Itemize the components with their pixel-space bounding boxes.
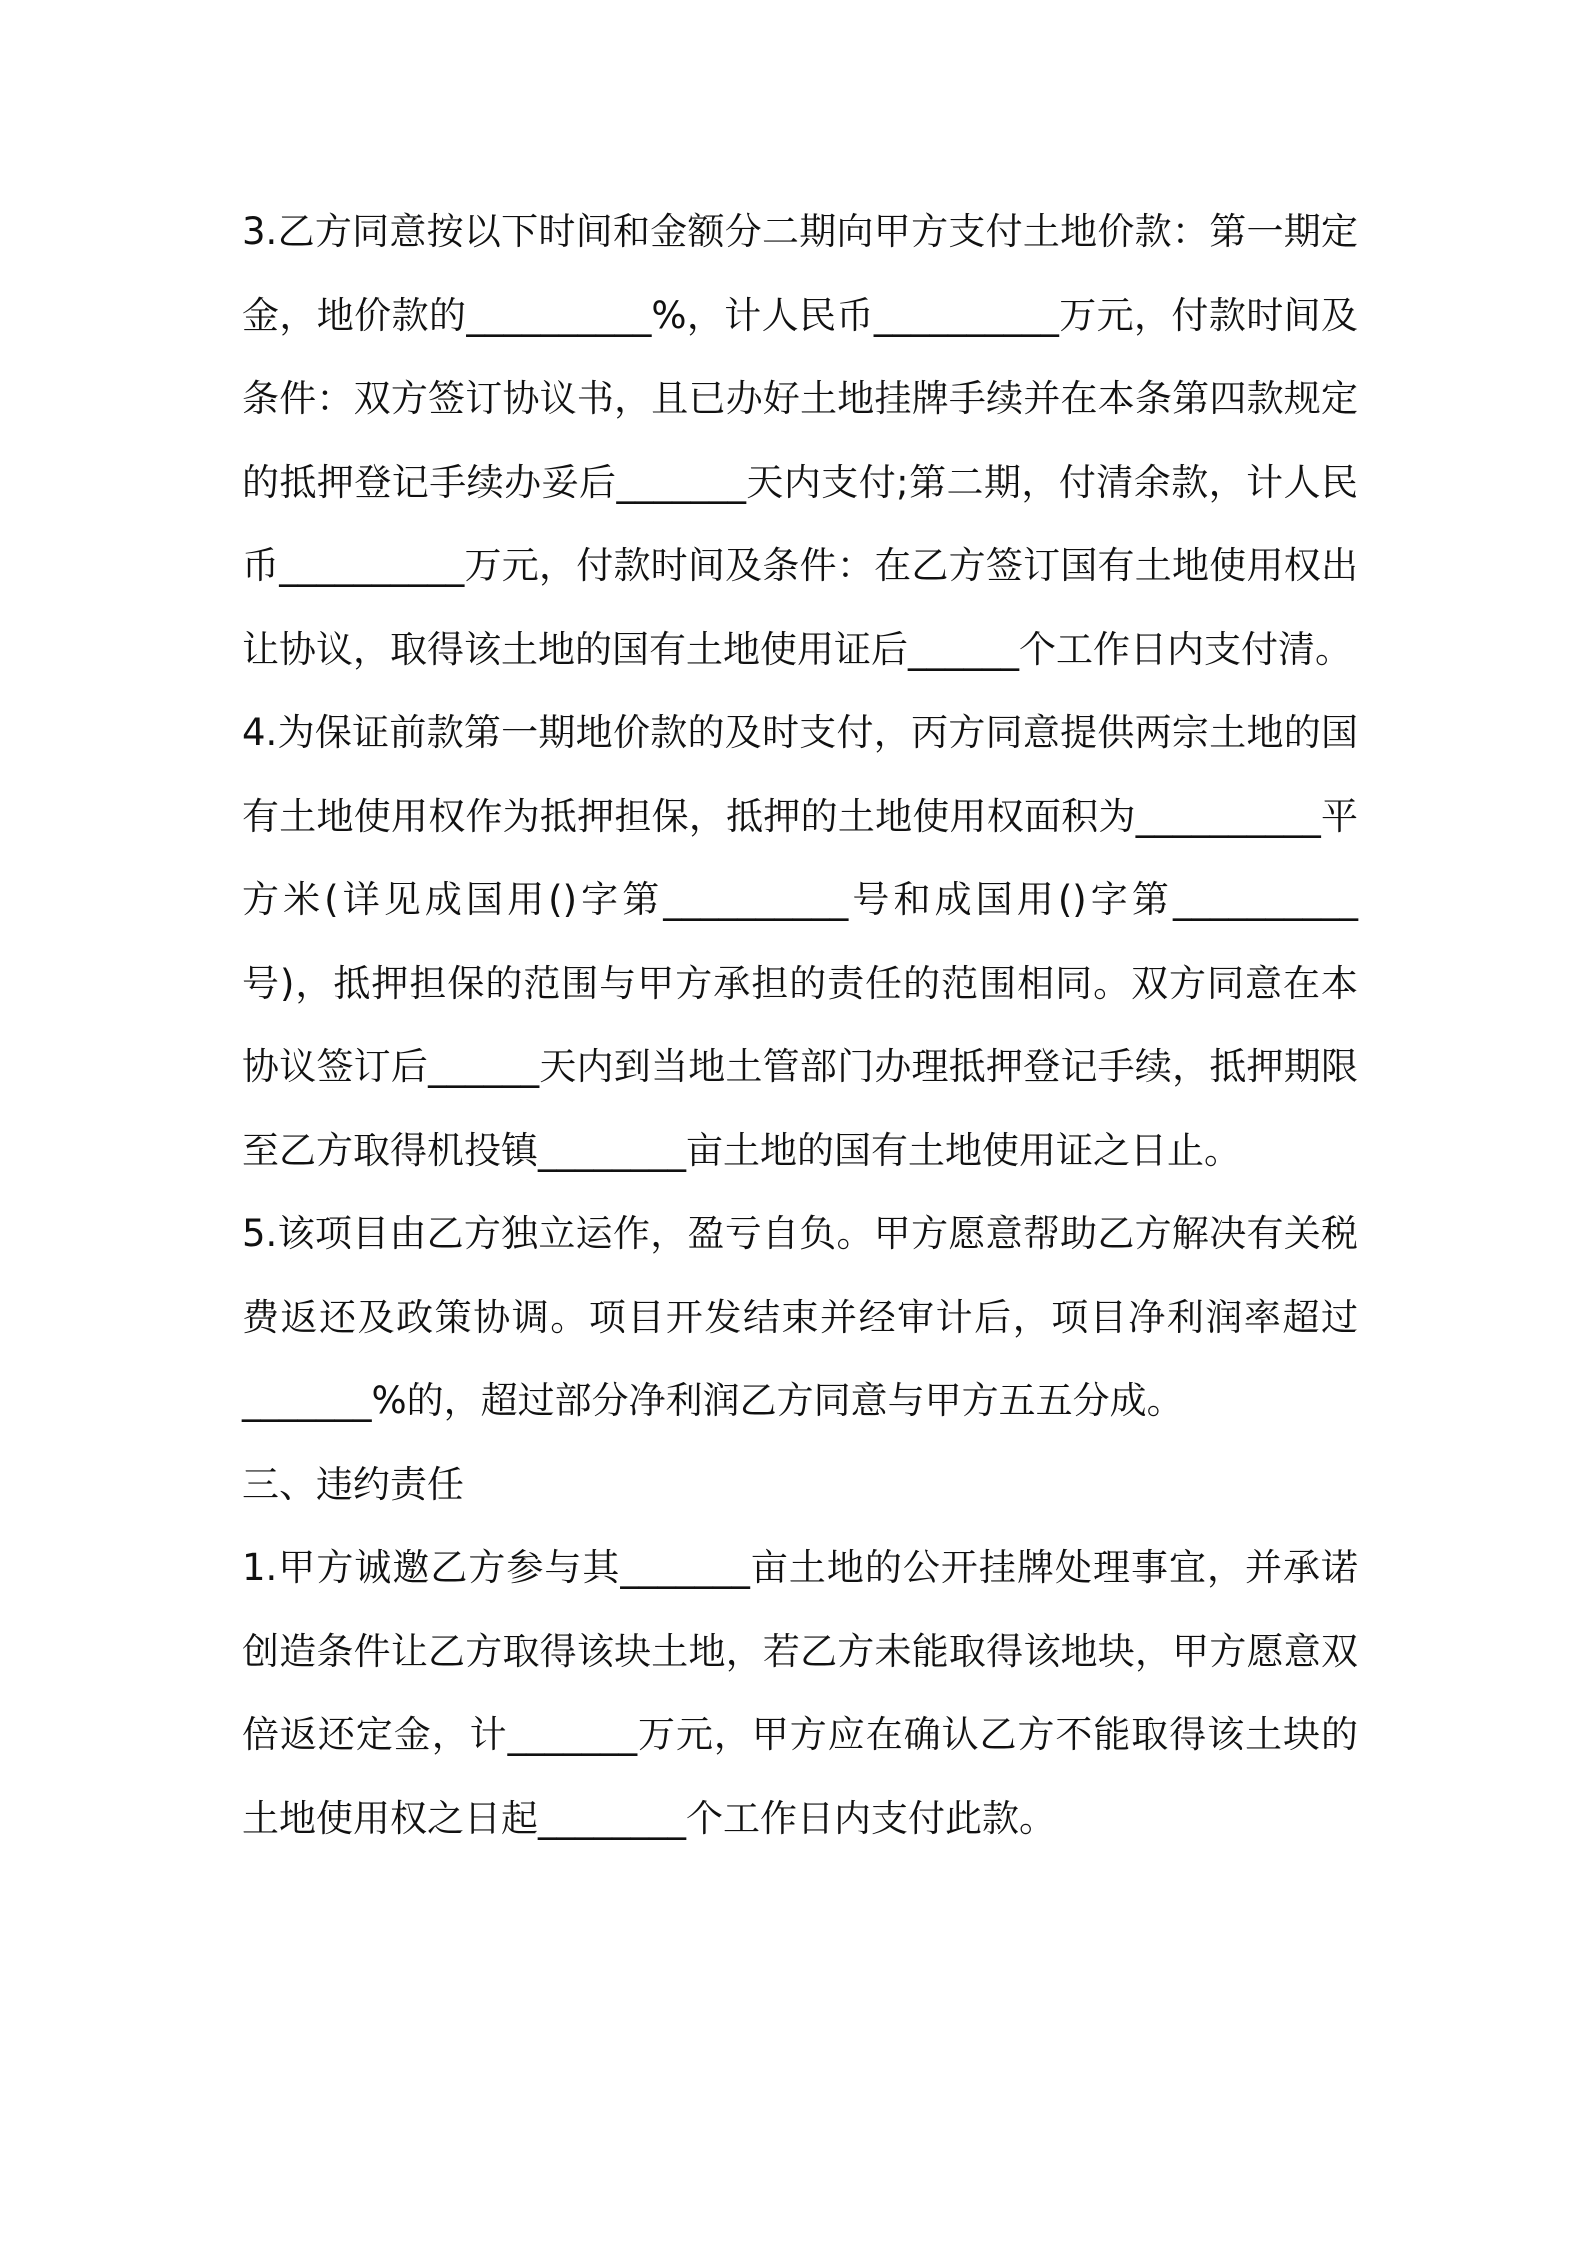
clause-3-paragraph: 3.乙方同意按以下时间和金额分二期向甲方支付土地价款：第一期定金，地价款的__________%，计人民币__________万元，付款时间及条件：双方签订协议书，且已办好土地挂牌手续并在本条第四款规定的抵押登记手续办妥后_______天内支付;第二期，付清余款，计人民币__________万元，付款时间及条件：在乙方签订国有土地使用权出让协议，取得该土地的国有土地使用证后______个工作日内支付清。 bbox=[242, 210, 1358, 671]
clause-5-paragraph: 5.该项目由乙方独立运作，盈亏自负。甲方愿意帮助乙方解决有关税费返还及政策协调。项目开发结束并经审计后，项目净利润率超过_______%的，超过部分净利润乙方同意与甲方五五分成。 bbox=[242, 1212, 1358, 1422]
document-page bbox=[242, 190, 1358, 1860]
section-heading-breach-liability: 三、违约责任 bbox=[242, 1462, 464, 1506]
breach-clause-1-paragraph: 1.甲方诚邀乙方参与其_______亩土地的公开挂牌处理事宜，并承诺创造条件让乙方取得该块土地，若乙方未能取得该地块，甲方愿意双倍返还定金，计_______万元，甲方应在确认乙方不能取得该土块的土地使用权之日起________个工作日内支付此款。 bbox=[242, 1546, 1358, 1840]
clause-4-paragraph: 4.为保证前款第一期地价款的及时支付，丙方同意提供两宗土地的国有土地使用权作为抵押担保，抵押的土地使用权面积为__________平方米(详见成国用()字第__________号和成国用()字第__________号)，抵押担保的范围与甲方承担的责任的范围相同。双方同意在本协议签订后______天内到当地土管部门办理抵押登记手续，抵押期限至乙方取得机投镇________亩土地的国有土地使用证之日止。 bbox=[242, 711, 1358, 1172]
